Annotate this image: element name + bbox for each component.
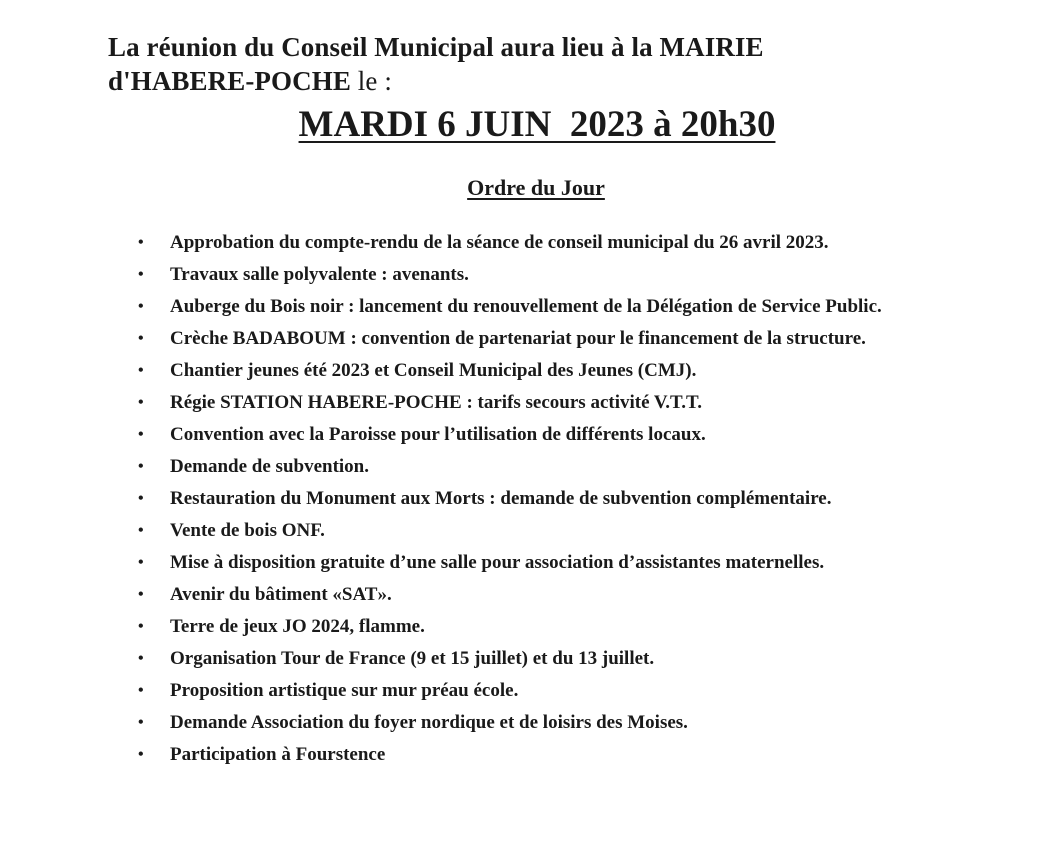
meeting-date: MARDI 6 JUIN 2023 à 20h30 [298,104,776,145]
agenda-item [138,421,978,449]
agenda-item-text: Demande de subvention. [170,456,369,477]
intro-line-2 [108,64,764,98]
bullet-icon: • [138,394,144,411]
agenda-item [138,453,978,481]
agenda-item [138,485,978,513]
agenda-item-text: Travaux salle polyvalente : avenants. [170,264,469,285]
agenda-item-text: Proposition artistique sur mur préau école. [170,680,519,701]
bullet-icon: • [138,650,144,667]
meeting-intro [108,30,764,98]
agenda-item-text: Approbation du compte-rendu de la séance de conseil municipal du 26 avril 2023. [170,232,829,253]
agenda-item-text: Avenir du bâtiment «SAT». [170,584,392,605]
agenda-item-text: Restauration du Monument aux Morts : demande de subvention complémentaire. [170,488,832,509]
bullet-icon: • [138,618,144,635]
bullet-icon: • [138,362,144,379]
intro-line-1: La réunion du Conseil Municipal aura lieu à la MAIRIE [108,32,764,62]
agenda-item [138,741,978,769]
agenda-item [138,645,978,673]
bullet-icon: • [138,682,144,699]
bullet-icon: • [138,298,144,315]
agenda-item-text: Terre de jeux JO 2024, flamme. [170,616,425,637]
bullet-icon: • [138,554,144,571]
agenda-item [138,613,978,641]
agenda-item-text: Régie STATION HABERE-POCHE : tarifs secours activité V.T.T. [170,392,702,413]
agenda-item [138,677,978,705]
agenda-item-text: Demande Association du foyer nordique et de loisirs des Moises. [170,712,688,733]
agenda-item [138,549,978,577]
bullet-icon: • [138,266,144,283]
intro-location: d'HABERE-POCHE [108,66,351,96]
agenda-item [138,581,978,609]
agenda-item [138,293,978,321]
agenda-item-text: Convention avec la Paroisse pour l’utilisation de différents locaux. [170,424,706,445]
bullet-icon: • [138,714,144,731]
bullet-icon: • [138,234,144,251]
agenda-item [138,517,978,545]
agenda-item [138,389,978,417]
agenda-item-text: Auberge du Bois noir : lancement du renouvellement de la Délégation de Service Public. [170,296,882,317]
bullet-icon: • [138,330,144,347]
intro-le: le : [350,66,392,96]
bullet-icon: • [138,426,144,443]
agenda-item-text: Chantier jeunes été 2023 et Conseil Municipal des Jeunes (CMJ). [170,360,697,381]
bullet-icon: • [138,522,144,539]
agenda-item [138,229,978,257]
agenda-title: Ordre du Jour [467,175,605,200]
agenda-item [138,261,978,289]
bullet-icon: • [138,586,144,603]
agenda-list [138,229,978,773]
agenda-item [138,325,978,353]
bullet-icon: • [138,490,144,507]
agenda-item-text: Participation à Fourstence [170,744,386,765]
bullet-icon: • [138,458,144,475]
agenda-item-text: Organisation Tour de France (9 et 15 juillet) et du 13 juillet. [170,648,655,669]
agenda-item-text: Mise à disposition gratuite d’une salle pour association d’assistantes maternelles. [170,552,825,573]
agenda-item-text: Vente de bois ONF. [170,520,325,541]
agenda-item [138,357,978,385]
bullet-icon: • [138,746,144,763]
agenda-item [138,709,978,737]
agenda-item-text: Crèche BADABOUM : convention de partenariat pour le financement de la structure. [170,328,866,349]
